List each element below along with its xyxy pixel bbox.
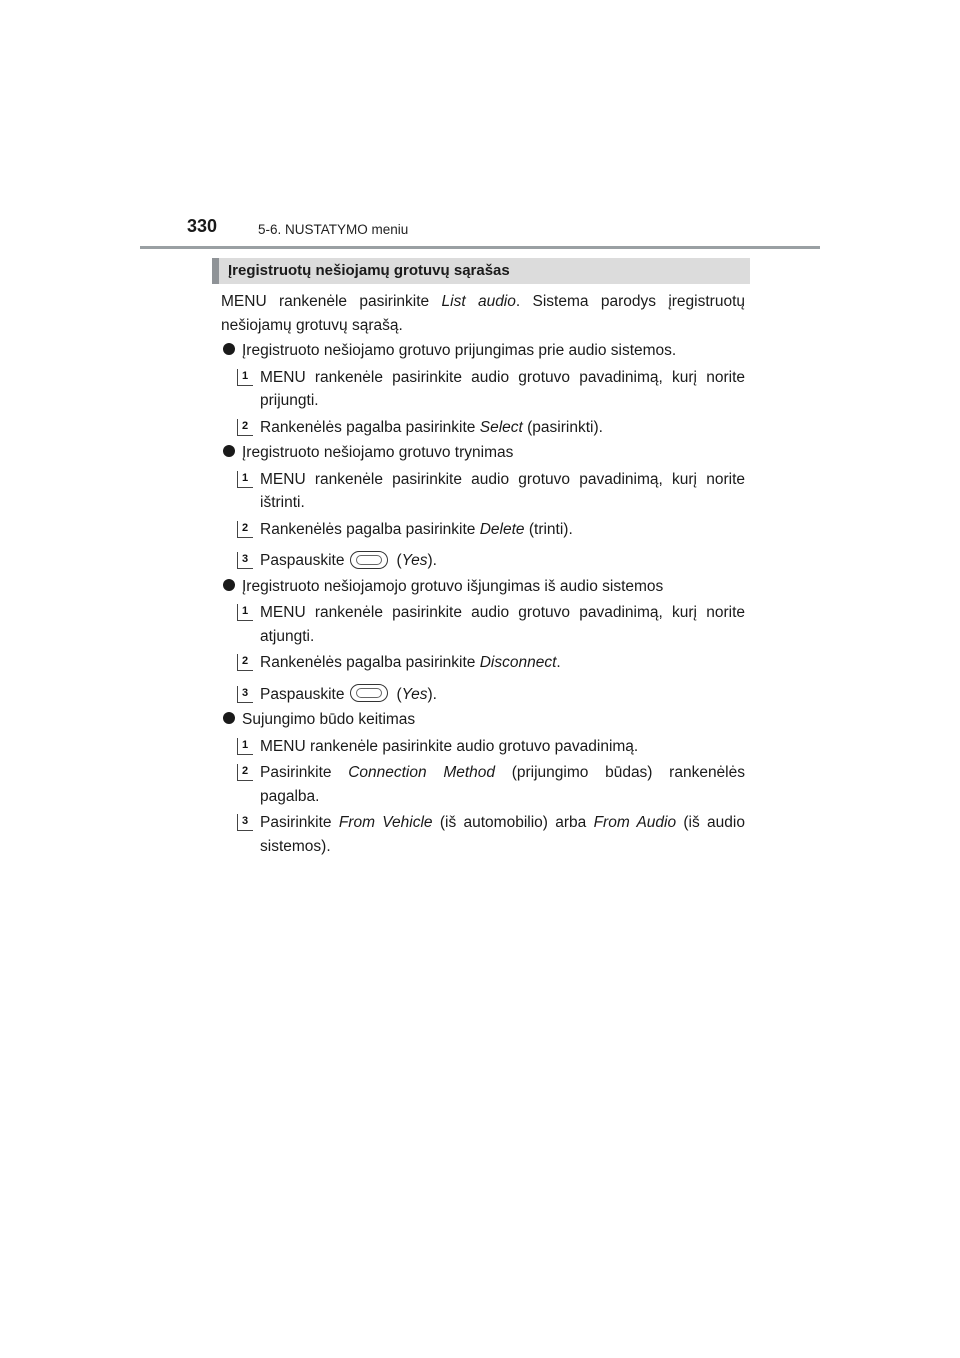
step-text-end: ). bbox=[427, 685, 437, 703]
step-menu-item: From Vehicle bbox=[338, 814, 433, 831]
step-item bbox=[221, 735, 745, 759]
intro-menu-item: List audio bbox=[441, 293, 516, 310]
page-number: 330 bbox=[187, 216, 218, 236]
step-text: Paspauskite bbox=[260, 685, 345, 703]
step-item bbox=[221, 761, 745, 808]
step-menu-item: Disconnect bbox=[479, 654, 557, 671]
step-paren: ( bbox=[396, 685, 402, 703]
step-text-end: (pasirinkti). bbox=[522, 418, 603, 436]
step-number-icon: 3 bbox=[237, 814, 253, 831]
step-item bbox=[221, 416, 745, 440]
step-paren: ( bbox=[396, 552, 402, 569]
step-number-icon: 2 bbox=[237, 764, 253, 781]
step-item bbox=[221, 518, 745, 542]
step-number-icon: 1 bbox=[237, 738, 253, 755]
step-text: MENU rankenėle pasirinkite audio grotuvo pavadinimą, kurį norite ištrinti. bbox=[260, 470, 745, 511]
intro-text: MENU rankenėle pasirinkite bbox=[221, 293, 442, 310]
yes-button-icon bbox=[350, 684, 388, 702]
step-number-icon: 2 bbox=[237, 521, 253, 538]
step-menu-item: Delete bbox=[479, 520, 525, 538]
step-text: Rankenėlės pagalba pasirinkite bbox=[260, 418, 480, 436]
bullet-dot-icon bbox=[223, 579, 235, 591]
step-item bbox=[221, 468, 745, 515]
bullet-text: Įregistruoto nešiojamojo grotuvo išjungimas iš audio sistemos bbox=[242, 577, 664, 595]
step-text: Pasirinkite bbox=[260, 814, 339, 831]
step-menu-item-alt: From Audio bbox=[593, 814, 677, 831]
step-item bbox=[221, 601, 745, 648]
step-text-end: (iš audio sistemos). bbox=[260, 814, 745, 855]
bullet-text: Įregistruoto nešiojamo grotuvo trynimas bbox=[242, 444, 514, 461]
bullet-item bbox=[221, 441, 745, 465]
bullet-item bbox=[221, 339, 745, 363]
step-number-icon: 1 bbox=[237, 369, 253, 386]
bullet-text: Sujungimo būdo keitimas bbox=[242, 711, 416, 728]
page-header bbox=[140, 216, 820, 249]
step-text: Rankenėlės pagalba pasirinkite bbox=[260, 520, 480, 538]
step-text: MENU rankenėle pasirinkite audio grotuvo pavadinimą, kurį norite atjungti. bbox=[260, 604, 745, 645]
chapter-title: 5-6. NUSTATYMO meniu bbox=[258, 222, 409, 237]
step-number-icon: 2 bbox=[237, 654, 253, 671]
yes-button-icon bbox=[350, 551, 388, 569]
step-item bbox=[221, 811, 745, 858]
bullet-dot-icon bbox=[223, 343, 235, 355]
step-menu-item: Yes bbox=[401, 685, 428, 703]
step-text-end: . bbox=[556, 654, 561, 671]
step-text: MENU rankenėle pasirinkite audio grotuvo pavadinimą. bbox=[260, 737, 639, 755]
step-item bbox=[221, 683, 745, 707]
bullet-item bbox=[221, 575, 745, 599]
step-number-icon: 3 bbox=[237, 552, 253, 569]
step-number-icon: 1 bbox=[237, 604, 253, 621]
step-menu-item: Yes bbox=[401, 552, 428, 569]
bullet-dot-icon bbox=[223, 712, 235, 724]
step-item bbox=[221, 549, 745, 573]
step-text-end: (prijungimo būdas) rankenėlės pagalba. bbox=[260, 764, 745, 805]
content-body bbox=[221, 290, 745, 858]
bullet-dot-icon bbox=[223, 445, 235, 457]
bullet-item bbox=[221, 708, 745, 732]
step-text: Paspauskite bbox=[260, 552, 345, 569]
step-text: MENU rankenėle pasirinkite audio grotuvo pavadinimą, kurį norite prijungti. bbox=[260, 368, 745, 409]
intro-paragraph bbox=[221, 290, 745, 337]
section-heading-bar bbox=[212, 258, 750, 284]
intro-text-end: . Sistema parodys įregistruotų nešiojamų grotuvų sąrašą. bbox=[221, 293, 745, 334]
step-text: Pasirinkite bbox=[260, 764, 349, 781]
step-menu-item: Select bbox=[479, 418, 523, 436]
step-text-mid: (iš automobilio) arba bbox=[432, 814, 594, 831]
step-number-icon: 3 bbox=[237, 686, 253, 703]
step-menu-item: Connection Method bbox=[348, 764, 496, 781]
step-text: Rankenėlės pagalba pasirinkite bbox=[260, 654, 480, 671]
bullet-text: Įregistruoto nešiojamo grotuvo prijungimas prie audio sistemos. bbox=[242, 342, 677, 359]
step-number-icon: 2 bbox=[237, 419, 253, 436]
step-item bbox=[221, 651, 745, 675]
step-text-end: ). bbox=[427, 552, 437, 569]
step-number-icon: 1 bbox=[237, 471, 253, 488]
step-item bbox=[221, 366, 745, 413]
step-text-end: (trinti). bbox=[524, 520, 573, 538]
section-title: Įregistruotų nešiojamų grotuvų sąrašas bbox=[228, 262, 510, 279]
